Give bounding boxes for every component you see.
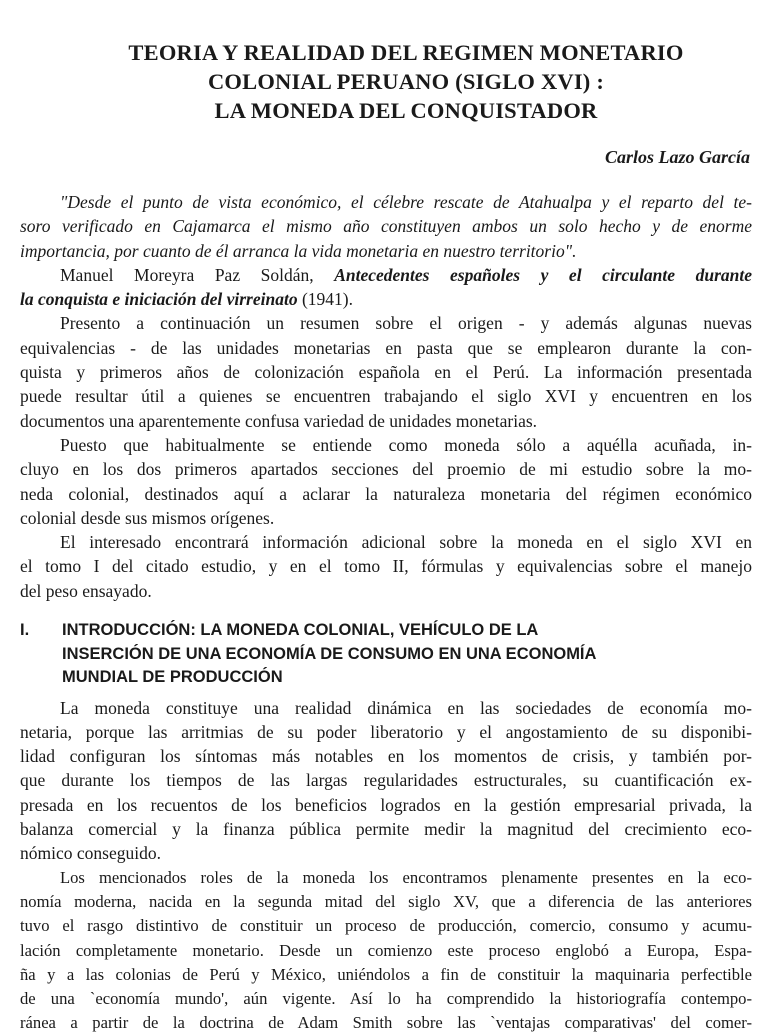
text-line: equivalencias - de las unidades monetarias en pasta que se emplearon durante la con- [20, 337, 752, 358]
text-line: puede resultar útil a quienes se encuentren trabajando el siglo XVI y encuentren en los [20, 386, 752, 407]
source-title-part-1: Antecedentes españoles y el circulante durante [334, 264, 752, 285]
text-line: lidad configuran los síntomas más notables en los momentos de crisis, y también por- [20, 746, 752, 767]
text-line: La moneda constituye una realidad dinámica en las sociedades de economía mo- [60, 697, 752, 718]
text-line: que durante los tiempos de las largas regularidades estructurales, su cuantificación ex- [20, 770, 752, 791]
text-line: colonial desde sus mismos orígenes. [20, 507, 275, 528]
text-line: de una `economía mundo', aún vigente. Así lo ha comprendido la historiografía contempo- [20, 989, 752, 1009]
epigraph-source [20, 263, 752, 312]
epigraph-quote [20, 190, 752, 263]
heading-line: MUNDIAL DE PRODUCCIÓN [62, 668, 283, 687]
source-author: Manuel Moreyra Paz Soldán, [60, 264, 314, 285]
epigraph-line: importancia, por cuanto de él arranca la vida monetaria en nuestro territorio". [20, 240, 577, 261]
text-line: Puesto que habitualmente se entiende como moneda sólo a aquélla acuñada, in- [60, 434, 752, 455]
section-heading-text [62, 619, 596, 690]
text-line: balanza comercial y la finanza pública permite medir la magnitud del crecimiento eco- [20, 819, 752, 840]
text-line: nomía moderna, nacida en la segunda mitad del siglo XV, que a diferencia de las anteriores [20, 891, 752, 911]
title-line-3: LA MONEDA DEL CONQUISTADOR [214, 98, 598, 123]
text-line: nómico conseguido. [20, 843, 161, 864]
document-page [20, 38, 752, 1036]
epigraph-source-line-2 [20, 287, 752, 311]
title-line-1: TEORIA Y REALIDAD DEL REGIMEN MONETARIO [128, 40, 684, 65]
text-line: ránea a partir de la doctrina de Adam Smith sobre las `ventajas comparativas' del comer- [20, 1013, 752, 1033]
text-line: Los mencionados roles de la moneda los encontramos plenamente presentes en la eco- [60, 867, 752, 887]
intro-paragraph-1 [20, 311, 752, 432]
heading-line: INTRODUCCIÓN: LA MONEDA COLONIAL, VEHÍCULO DE LA [62, 621, 539, 640]
section-paragraph-1 [20, 696, 752, 866]
section-number: I. [20, 621, 30, 640]
section-heading [20, 619, 752, 690]
text-line: El interesado encontrará información adicional sobre la moneda en el siglo XVI en [60, 532, 752, 553]
text-line: del peso ensayado. [20, 580, 152, 601]
source-year: (1941). [301, 289, 353, 310]
section-paragraph-2 [20, 866, 752, 1036]
text-line: ña y a las colonias de Perú y México, uniéndolos a fin de constituir la maquinaria perfectible [20, 964, 752, 984]
epigraph-line: soro verificado en Cajamarca el mismo año constituyen ambos un solo hecho y de enorme [20, 216, 752, 237]
intro-paragraph-2 [20, 433, 752, 530]
author-name: Carlos Lazo García [604, 147, 750, 167]
article-title [60, 38, 752, 125]
text-line: Presento a continuación un resumen sobre el origen - y además algunas nuevas [60, 313, 752, 334]
text-line: neda colonial, destinados aquí a aclarar la naturaleza monetaria del régimen económico [20, 483, 752, 504]
source-title-part-2: la conquista e iniciación del virreinato [20, 289, 298, 310]
text-line: lación completamente monetario. Desde un comienzo este proceso englobó a Europa, Espa- [20, 940, 752, 960]
epigraph-source-line-1 [20, 263, 752, 287]
text-line: documentos una aparentemente confusa variedad de unidades monetarias. [20, 410, 538, 431]
text-line: netaria, porque las arritmias de su poder liberatorio y el angostamiento de su disponibi- [20, 721, 752, 742]
text-line: tuvo el rasgo distintivo de constituir un proceso de producción, comercio, consumo y acumu- [20, 916, 752, 936]
text-line: el tomo I del citado estudio, y en el tomo II, fórmulas y equivalencias sobre el manejo [20, 556, 752, 577]
epigraph-line: "Desde el punto de vista económico, el célebre rescate de Atahualpa y el reparto del te- [60, 192, 752, 212]
title-line-2: COLONIAL PERUANO (SIGLO XVI) : [207, 69, 605, 94]
text-line: presada en los recuentos de los beneficios logrados en la gestión empresarial privada, la [20, 794, 752, 815]
intro-paragraph-3 [20, 530, 752, 603]
text-line: quista y primeros años de colonización española en el Perú. La información presentada [20, 362, 752, 383]
heading-line: INSERCIÓN DE UNA ECONOMÍA DE CONSUMO EN UNA ECONOMÍA [62, 644, 597, 663]
text-line: cluyo en los dos primeros apartados secciones del proemio de mi estudio sobre la mo- [20, 459, 752, 480]
